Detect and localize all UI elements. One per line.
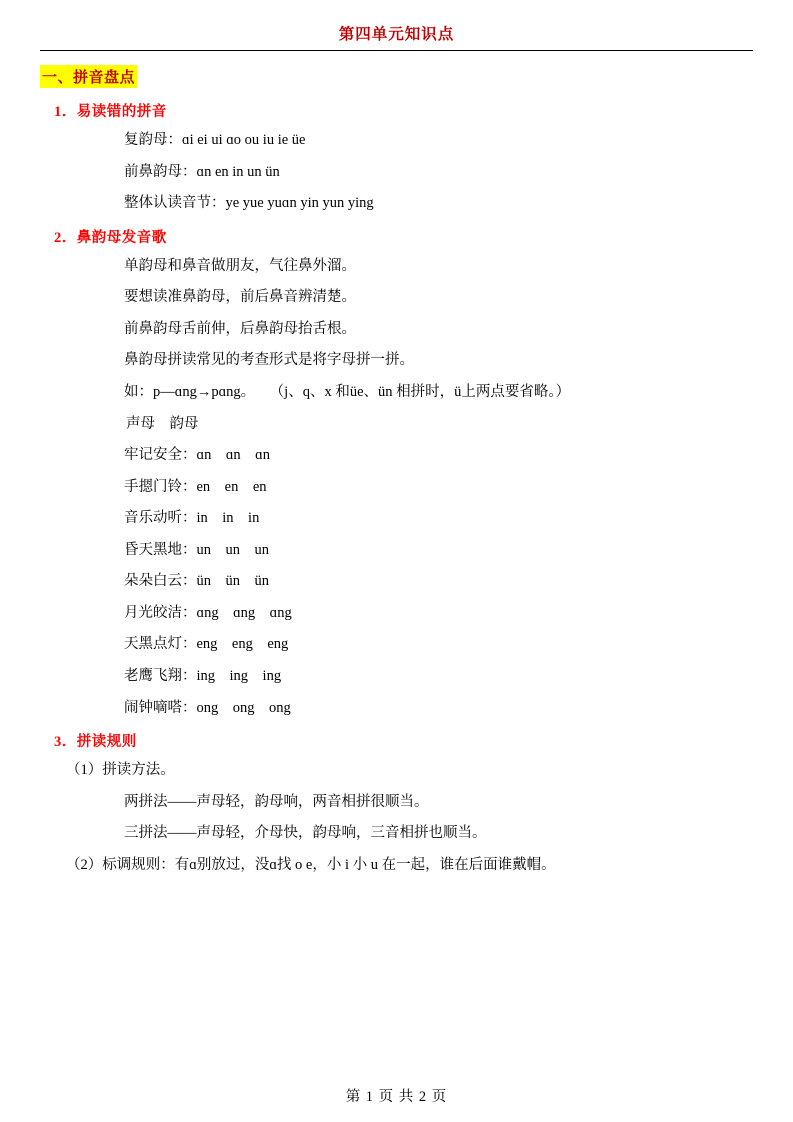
text-line: 鼻韵母拼读常见的考查形式是将字母拼一拼。 (124, 352, 414, 369)
list-item: 月光皎洁：ɑng ɑng ɑng (124, 604, 292, 621)
list-item: 朵朵白云：ün ün ün (124, 573, 269, 590)
subsection-heading-nasal-final-song: 2．鼻韵母发音歌 (54, 229, 167, 246)
subsection-heading-misread-pinyin: 1．易读错的拼音 (54, 104, 167, 120)
title-divider (40, 50, 753, 51)
text-line: 单韵母和鼻音做朋友，气往鼻外溜。 (124, 257, 356, 274)
list-item: 天黑点灯：eng eng eng (124, 636, 289, 653)
list-item: 老鹰飞翔：ing ing ing (124, 668, 282, 684)
text-line: 前鼻韵母：ɑn en in un ün (124, 163, 280, 180)
text-line: 三拼法——声母轻，介母快，韵母响，三音相拼也顺当。 (124, 825, 487, 842)
subsection-heading-spelling-rules: 3．拼读规则 (54, 734, 137, 751)
list-item: 手摁门铃：en en en (124, 478, 267, 495)
section-heading: 一、拼音盘点 (40, 65, 137, 88)
page-footer: 第 1 页 共 2 页 (345, 1089, 448, 1105)
list-item: 昏天黑地：un un un (124, 541, 269, 558)
table-header-labels: 声母 韵母 (126, 415, 199, 432)
text-line-example: 如：p—ɑng→pɑng。 （j、q、x 和üe、ün 相拼时，ü上两点要省略。） (124, 383, 571, 400)
text-line: （1）拼读方法。 (66, 762, 175, 779)
text-line: 要想读准鼻韵母，前后鼻音辨清楚。 (124, 289, 356, 306)
list-item: 闹钟嘀嗒：ong ong ong (124, 699, 291, 716)
page-title: 第四单元知识点 (338, 26, 455, 43)
text-line: 两拼法——声母轻，韵母响，两音相拼很顺当。 (124, 793, 429, 810)
section-pinyin-overview (40, 65, 753, 875)
text-line: 整体认读音节：ye yue yuɑn yin yun ying (124, 195, 374, 212)
text-line: （2）标调规则：有ɑ别放过，没ɑ找 o e，小 i 小 u 在一起，谁在后面谁戴帽。 (66, 856, 556, 873)
list-item: 音乐动听：in in in (124, 510, 260, 527)
text-line: 前鼻韵母舌前伸，后鼻韵母抬舌根。 (124, 320, 356, 337)
text-line: 复韵母：ɑi ei ui ɑo ou iu ie üe (124, 132, 306, 148)
list-item: 牢记安全：ɑn ɑn ɑn (124, 447, 270, 464)
